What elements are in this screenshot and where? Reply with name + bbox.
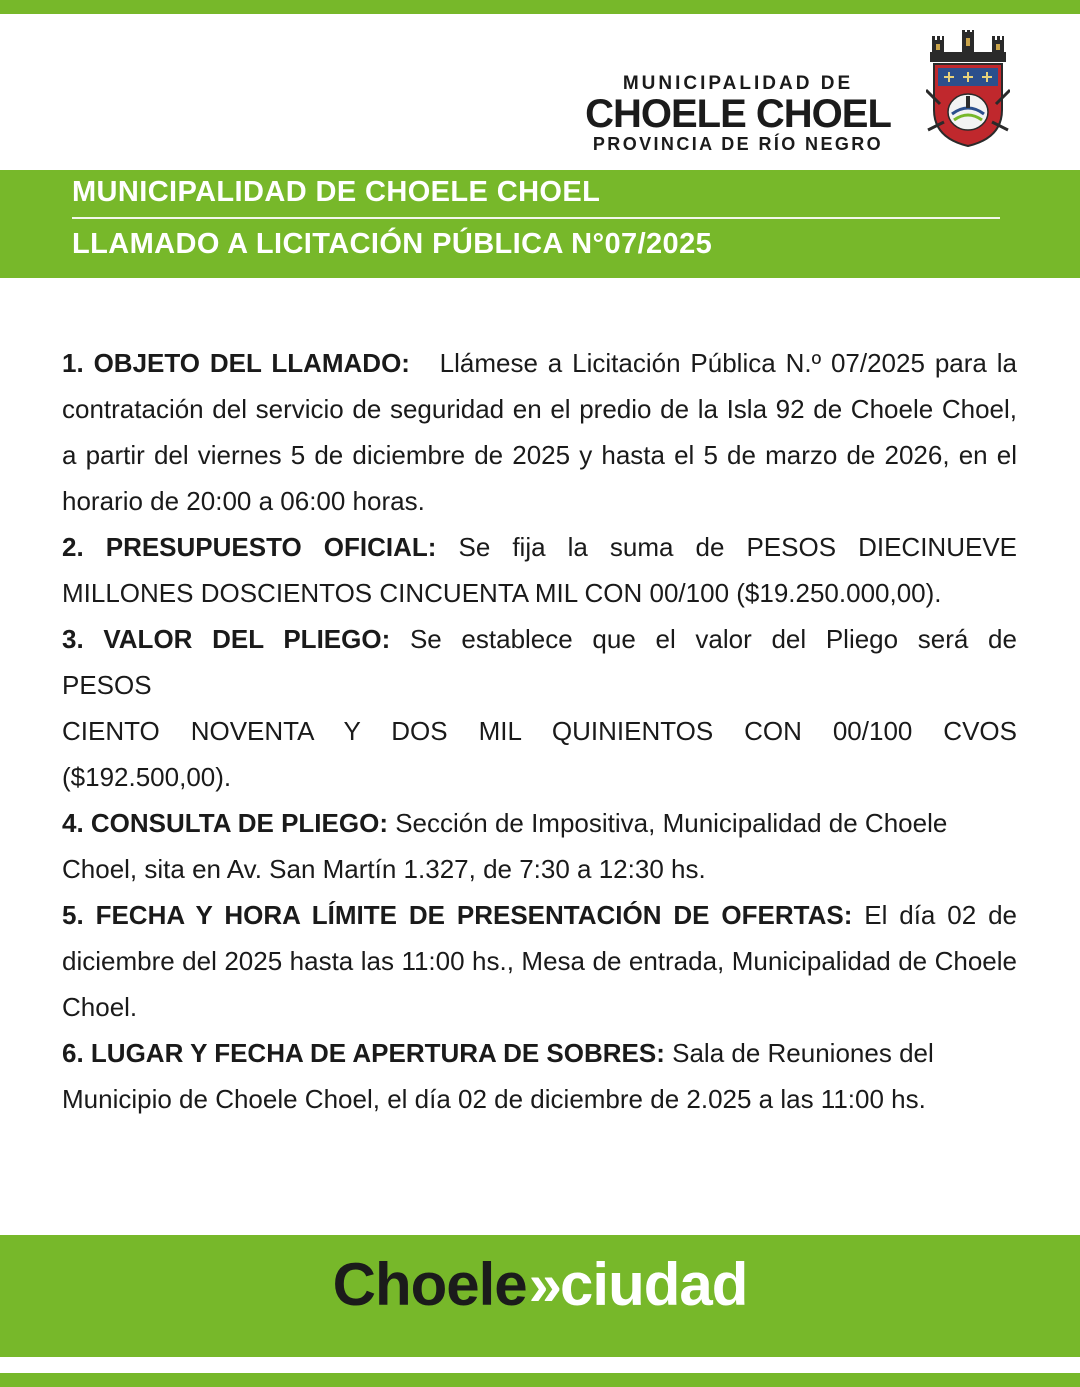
band-title-tender: LLAMADO A LICITACIÓN PÚBLICA N°07/2025 bbox=[72, 228, 713, 260]
item-label: 1. OBJETO DEL LLAMADO: bbox=[62, 348, 410, 378]
double-chevron-icon: » bbox=[528, 1251, 557, 1318]
item-objeto bbox=[62, 340, 1017, 524]
item-label: 5. FECHA Y HORA LÍMITE DE PRESENTACIÓN DE OFERTAS: bbox=[62, 900, 853, 930]
item-label: 3. VALOR DEL PLIEGO: bbox=[62, 624, 391, 654]
item-consulta bbox=[62, 800, 1017, 892]
item-valor-pliego-cont bbox=[62, 708, 1017, 800]
bottom-green-stripe bbox=[0, 1373, 1080, 1387]
tender-body bbox=[62, 340, 1017, 1122]
logo-line-municipalidad: MUNICIPALIDAD DE bbox=[622, 73, 854, 94]
coat-of-arms-icon bbox=[926, 30, 1010, 148]
item-apertura bbox=[62, 1030, 1017, 1122]
item-text: Se establece que el valor del Pliego será de PESOS bbox=[62, 624, 1017, 700]
band-divider bbox=[72, 217, 1000, 219]
item-valor-pliego bbox=[62, 616, 1017, 708]
logo-word-ciudad: ciudad bbox=[560, 1251, 748, 1318]
item-text: Se fija la suma de PESOS DIECINUEVE MILLONES DOSCIENTOS CINCUENTA MIL CON 00/100 ($19.250.000,00). bbox=[62, 532, 1018, 608]
item-text: CIENTO NOVENTA Y DOS MIL QUINIENTOS CON 00/100 CVOS ($192.500,00). bbox=[62, 716, 1017, 792]
band-title-municipality: MUNICIPALIDAD DE CHOELE CHOEL bbox=[72, 176, 601, 208]
item-label: 2. PRESUPUESTO OFICIAL: bbox=[62, 532, 437, 562]
item-text: Sección de Impositiva, Municipalidad de Choele Choel, sita en Av. San Martín 1.327, de 7:30 a 12:30 hs. bbox=[62, 808, 948, 884]
item-text: Llámese a Licitación Pública N.º 07/2025 para la contratación del servicio de seguridad en el predio de la Isla 92 de Choele Choel, a partir del viernes 5 de diciembre de 2025 y hasta el 5 de marzo de 2026, en el horario de 20:00 a 06:00 horas. bbox=[62, 348, 1017, 516]
top-green-stripe bbox=[0, 0, 1080, 14]
item-fecha-limite bbox=[62, 892, 1017, 1030]
choele-ciudad-logo bbox=[0, 1250, 1080, 1319]
item-label: 6. LUGAR Y FECHA DE APERTURA DE SOBRES: bbox=[62, 1038, 665, 1068]
logo-line-province: PROVINCIA DE RÍO NEGRO bbox=[592, 134, 884, 154]
logo-line-city-name: CHOELE CHOEL bbox=[585, 92, 891, 136]
item-text: El día 02 de diciembre del 2025 hasta las 11:00 hs., Mesa de entrada, Municipalidad de Choele Choel. bbox=[62, 900, 1017, 1022]
item-label: 4. CONSULTA DE PLIEGO: bbox=[62, 808, 388, 838]
item-presupuesto bbox=[62, 524, 1017, 616]
municipality-logo-text bbox=[570, 74, 906, 154]
logo-word-choele: Choele bbox=[332, 1251, 527, 1318]
item-text: Sala de Reuniones del Municipio de Choele Choel, el día 02 de diciembre de 2.025 a las 11:00 hs. bbox=[62, 1038, 934, 1114]
